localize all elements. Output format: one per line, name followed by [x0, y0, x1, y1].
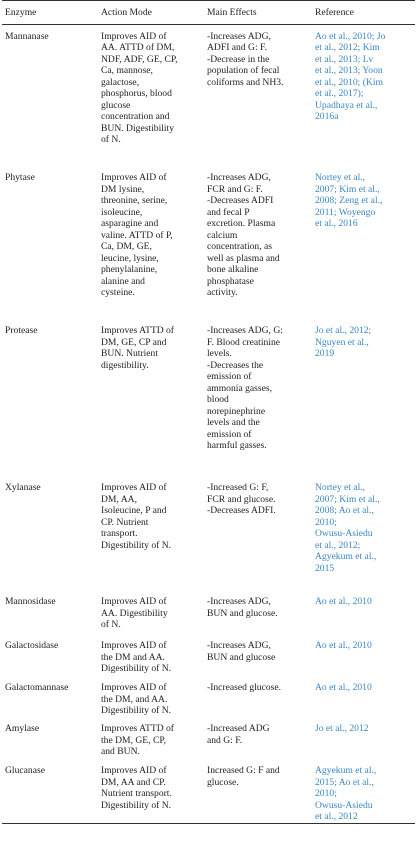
- main-effects-text: Increased G: F and glucose.: [207, 765, 280, 788]
- action-mode-cell: [98, 596, 204, 640]
- table-header: [2, 1, 415, 25]
- action-mode-text: Improves AID of DM, AA, Isoleucine, P and CP. Nutrient transport. Digestibility of N.: [101, 482, 172, 551]
- reference-link[interactable]: Jo et al., 2012: [315, 723, 369, 734]
- action-mode-cell: [98, 682, 204, 723]
- reference-cell: [312, 482, 415, 596]
- header-enzyme: Enzyme: [5, 7, 37, 18]
- table-row: [2, 596, 415, 640]
- reference-cell: [312, 24, 415, 172]
- main-effects-cell: [204, 596, 312, 640]
- reference-cell: [312, 640, 415, 682]
- enzyme-cell: [2, 24, 98, 172]
- reference-cell: [312, 682, 415, 723]
- enzyme-cell: [2, 596, 98, 640]
- reference-link[interactable]: Agyekum et al., 2015; Ao et al., 2010; Owusu-Asiedu et al., 2012: [315, 765, 377, 822]
- table-row: [2, 682, 415, 723]
- table-body: [2, 24, 415, 823]
- action-mode-text: Improves AID of AA. ATTD of DM, NDF, ADF, GE, CP, Ca, mannose, galactose, phosphorus, blood glucose concentration and BUN. Digestibility of N.: [101, 30, 178, 145]
- header-reference: Reference: [315, 7, 354, 18]
- action-mode-text: Improves AID of AA. Digestibility of N.: [101, 596, 168, 630]
- table-row: [2, 482, 415, 596]
- main-effects-text: -Increases ADG, FCR and G: F. -Decreases ADFI and fecal P excretion. Plasma calcium concentration, as well as plasma and bone alkaline phosphatase activity.: [207, 172, 280, 298]
- main-effects-text: -Increases ADG, G: F. Blood creatinine levels. -Decreases the emission of ammonia gasses, blood norepinephrine levels and the emission of harmful gasses.: [207, 325, 283, 451]
- main-effects-text: -Increased ADG and G: F.: [207, 723, 270, 746]
- table-row: [2, 640, 415, 682]
- main-effects-text: -Increased G: F, FCR and glucose. -Decreases ADFI.: [207, 482, 276, 516]
- action-mode-cell: [98, 640, 204, 682]
- main-effects-cell: [204, 682, 312, 723]
- action-mode-cell: [98, 24, 204, 172]
- enzyme-cell: [2, 682, 98, 723]
- action-mode-text: Improves ATTD of the DM, GE, CP, and BUN.: [101, 723, 175, 757]
- table-row: [2, 765, 415, 823]
- action-mode-cell: [98, 325, 204, 482]
- action-mode-cell: [98, 172, 204, 325]
- main-effects-cell: [204, 172, 312, 325]
- enzyme-effects-table: [2, 0, 415, 824]
- main-effects-cell: [204, 640, 312, 682]
- action-mode-text: Improves AID of DM, AA and CP. Nutrient transport. Digestibility of N.: [101, 765, 172, 811]
- reference-link[interactable]: Ao et al., 2010; Jo et al., 2012; Kim et al., 2013; Lv et al., 2013; Yoon et al., 2010; (Kim et al., 2017); Upadhaya et al., 2016a: [315, 30, 386, 122]
- enzyme-name: Amylase: [5, 723, 40, 734]
- table-row: [2, 325, 415, 482]
- enzyme-name: Mannanase: [5, 30, 49, 42]
- reference-link[interactable]: Jo et al., 2012; Nguyen et al., 2019: [315, 325, 372, 359]
- action-mode-text: Improves ATTD of DM, GE, CP and BUN. Nutrient digestibility.: [101, 325, 175, 371]
- enzyme-cell: [2, 640, 98, 682]
- reference-link[interactable]: Nortey et al., 2007; Kim et al., 2008; Ao et al., 2010; Owusu-Asiedu et al., 2012; Agyekum et al., 2015: [315, 482, 380, 574]
- action-mode-text: Improves AID of the DM, and AA. Digestibility of N.: [101, 682, 172, 716]
- enzyme-cell: [2, 765, 98, 823]
- enzyme-cell: [2, 723, 98, 765]
- reference-link[interactable]: Ao et al., 2010: [315, 640, 372, 651]
- enzyme-name: Phytase: [5, 172, 35, 183]
- main-effects-text: -Increases ADG, ADFI and G: F. -Decrease in the population of fecal coliforms and NH3.: [207, 30, 284, 88]
- header-action-mode: Action Mode: [101, 7, 152, 18]
- enzyme-cell: [2, 172, 98, 325]
- action-mode-text: Improves AID of the DM and AA. Digestibility of N.: [101, 640, 172, 674]
- table-row: [2, 172, 415, 325]
- enzyme-name: Galactomannase: [5, 682, 69, 693]
- header-main-effects: Main Effects: [207, 7, 257, 18]
- reference-cell: [312, 172, 415, 325]
- main-effects-text: -Increases ADG, BUN and glucose.: [207, 596, 278, 619]
- main-effects-text: -Increases ADG, BUN and glucose: [207, 640, 276, 663]
- reference-cell: [312, 596, 415, 640]
- table-row: [2, 24, 415, 172]
- enzyme-name: Protease: [5, 325, 38, 336]
- enzyme-cell: [2, 325, 98, 482]
- main-effects-cell: [204, 765, 312, 823]
- main-effects-cell: [204, 325, 312, 482]
- enzyme-name: Xylanase: [5, 482, 41, 493]
- action-mode-text: Improves AID of DM lysine, threonine, serine, isoleucine, asparagine and valine. ATTD of P, Ca, DM, GE, leucine, lysine, phenylalanine, alanine and cysteine.: [101, 172, 173, 298]
- main-effects-cell: [204, 24, 312, 172]
- action-mode-cell: [98, 482, 204, 596]
- reference-link[interactable]: Ao et al., 2010: [315, 682, 372, 693]
- enzyme-cell: [2, 482, 98, 596]
- main-effects-cell: [204, 723, 312, 765]
- reference-cell: [312, 325, 415, 482]
- reference-link[interactable]: Ao et al., 2010: [315, 596, 372, 607]
- main-effects-text: -Increased glucose.: [207, 682, 282, 693]
- table-row: [2, 723, 415, 765]
- action-mode-cell: [98, 723, 204, 765]
- enzyme-name: Galactosidase: [5, 640, 59, 651]
- main-effects-cell: [204, 482, 312, 596]
- reference-cell: [312, 723, 415, 765]
- reference-link[interactable]: Nortey et al., 2007; Kim et al., 2008; Zeng et al., 2011; Woyengo et al., 2016: [315, 172, 383, 229]
- action-mode-cell: [98, 765, 204, 823]
- header-row: [2, 1, 415, 25]
- enzyme-name: Mannosidase: [5, 596, 56, 607]
- reference-cell: [312, 765, 415, 823]
- enzyme-name: Glucanase: [5, 765, 45, 776]
